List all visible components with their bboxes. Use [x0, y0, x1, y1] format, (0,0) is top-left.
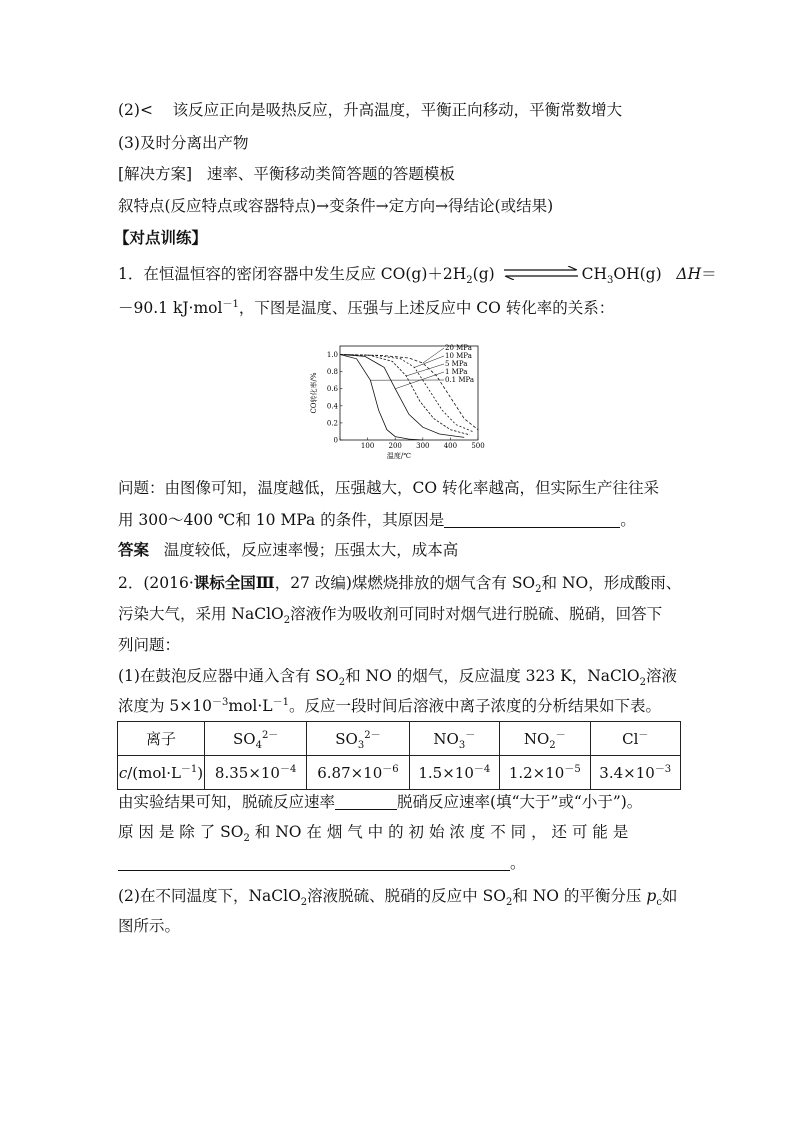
q1-ask: 。	[620, 511, 636, 529]
q2-text: 图所示。	[118, 917, 181, 935]
superscript: －3	[654, 763, 672, 775]
superscript: 2－	[261, 729, 279, 741]
table-header-cell	[205, 722, 307, 756]
series-leader	[423, 348, 444, 363]
series-label: 1 MPa	[445, 368, 468, 376]
answer-tag: 答案	[118, 540, 150, 559]
subscript: 4	[255, 739, 262, 751]
q1-text: －90.1 kJ·mol	[118, 299, 223, 317]
equilibrium-arrow-icon	[502, 266, 580, 280]
q2-source: 课标全国Ⅲ	[193, 573, 275, 592]
table-header-cell	[500, 722, 590, 756]
superscript: －4	[473, 763, 491, 775]
q2-text: (1)在鼓泡反应器中通入含有 SO	[118, 667, 339, 685]
solution-title: 速率、平衡移动类简答题的答题模板	[206, 165, 455, 183]
answer-line-3	[118, 131, 248, 155]
superscript: －1	[180, 763, 198, 775]
question-1-line-2	[118, 296, 614, 320]
table-header-cell	[409, 722, 499, 756]
question-2-line-10	[118, 914, 180, 938]
template-text: 叙特点(反应特点或容器特点)→变条件→定方向→得结论(或结果)	[118, 197, 554, 215]
question-2-line-2	[118, 602, 662, 626]
header-text: Cl	[622, 729, 639, 748]
q2-symbol: p	[646, 887, 657, 905]
q2-text: 和 NO，形成酸雨、	[541, 574, 682, 592]
header-text: 离子	[145, 730, 176, 748]
label-unit: /(mol·L	[127, 763, 181, 782]
question-2-line-9	[118, 884, 677, 908]
y-axis-label: CO转化率/%	[310, 372, 318, 414]
answer-text: 温度较低，反应速率慢；压强太大，成本高	[163, 541, 459, 559]
solution-tag: [解决方案]	[118, 165, 193, 183]
q2-text: 脱硝反应速率(填“大于”或“小于”)。	[397, 793, 643, 811]
series-leader	[395, 372, 444, 389]
q2-text: 溶液脱硫、脱硝的反应中 SO	[307, 887, 506, 905]
header-text: SO	[232, 729, 256, 748]
subscript: 2	[243, 833, 250, 845]
label-symbol: c	[118, 763, 128, 782]
q1-text: 1．在恒温恒容的密闭容器中发生反应 CO(g)＋2H	[118, 265, 467, 283]
chart-labels	[309, 344, 485, 460]
question-2-line-6	[118, 790, 642, 814]
question-2-line-7	[118, 820, 628, 844]
header-text: NO	[523, 729, 550, 748]
q1-symbol: ΔH	[676, 265, 702, 283]
question-1-line-1	[118, 262, 717, 286]
q2-text: 如	[661, 887, 678, 905]
table-row	[118, 756, 681, 790]
answer-line	[118, 538, 458, 562]
answer-blank[interactable]	[118, 854, 510, 871]
table-cell	[409, 756, 499, 790]
cell-value: 1.5×10	[418, 763, 474, 782]
superscript: －1	[222, 298, 239, 310]
series-label: 0.1 MPa	[445, 376, 475, 384]
superscript: －5	[564, 763, 581, 775]
cell-value: 8.35×10	[214, 763, 280, 782]
x-tick-label: 200	[388, 442, 402, 450]
y-tick-label: 0.2	[326, 419, 338, 428]
solution-template	[118, 194, 553, 218]
x-tick-label: 500	[471, 442, 485, 450]
q1-text: CH	[581, 265, 607, 283]
superscript: －3	[212, 696, 229, 708]
superscript: －6	[382, 763, 399, 775]
cell-value: 1.2×10	[508, 763, 565, 782]
question-2-line-1	[118, 571, 681, 595]
header-text: SO	[335, 729, 358, 748]
superscript: －	[555, 729, 566, 741]
table-cell	[205, 756, 307, 790]
table-cell	[590, 756, 681, 790]
table-header-cell	[307, 722, 409, 756]
subscript: 2	[535, 584, 542, 596]
q2-text: 浓度为 5×10	[118, 697, 212, 715]
superscript: －1	[272, 696, 289, 708]
q2-text: mol·L	[228, 697, 273, 715]
q2-text: 由实验结果可知，脱硫反应速率	[118, 793, 336, 811]
subscript: 2	[466, 275, 473, 287]
q2-text: 溶液作为吸收剂可同时对烟气进行脱硫、脱硝，回答下	[290, 605, 663, 623]
table-cell	[500, 756, 590, 790]
q2-text: 污染大气，采用 NaClO	[118, 605, 284, 623]
q2-text: 。反应一段时间后溶液中离子浓度的分析结果如下表。	[288, 697, 661, 715]
cell-value: 6.87×10	[317, 763, 383, 782]
q2-text: 溶液	[645, 667, 677, 685]
y-tick-label: 0.8	[326, 368, 338, 377]
subscript: 2	[300, 897, 308, 909]
co-conversion-chart	[306, 338, 496, 462]
series-label: 5 MPa	[445, 360, 468, 368]
q2-text: 和 NO 的平衡分压	[512, 887, 647, 905]
answer-blank[interactable]	[444, 511, 620, 528]
answer-text: (3)及时分离出产物	[118, 134, 249, 152]
question-1-ask-line-2	[118, 508, 636, 532]
series-leader	[415, 356, 444, 367]
table-header-row	[118, 722, 681, 756]
table-header-cell	[590, 722, 681, 756]
series-line	[340, 355, 423, 441]
subscript: c	[656, 897, 662, 909]
answer-number: (2)<	[118, 101, 153, 119]
subscript: 3	[607, 275, 614, 287]
x-axis-label: 温度/℃	[386, 452, 412, 460]
subscript: 2	[338, 677, 346, 689]
q1-text: ，下图是温度、压强与上述反应中 CO 转化率的关系：	[238, 299, 615, 317]
x-tick-label: 100	[360, 442, 375, 450]
q2-text: ，27 改编)煤燃烧排放的烟气含有 SO	[274, 574, 536, 592]
solution-heading	[118, 162, 455, 186]
q2-text: 。	[510, 854, 526, 872]
section-heading	[114, 226, 207, 250]
header-text: NO	[433, 729, 459, 748]
q1-ask: 问题：由图像可知，温度越低，压强越大，CO 转化率越高，但实际生产往往采	[118, 479, 659, 497]
question-2-line-5	[118, 694, 661, 718]
section-title: 【对点训练】	[114, 228, 208, 247]
q2-text: 和 NO 在 烟 气 中 的 初 始 浓 度 不 同 ， 还 可 能 是	[249, 823, 629, 841]
subscript: 2	[505, 897, 513, 909]
question-2-line-8	[118, 851, 526, 875]
q2-text: 2．(2016·	[118, 574, 194, 592]
q2-text: (2)在不同温度下，NaClO	[118, 887, 301, 905]
question-2-line-4	[118, 664, 677, 688]
label-unit: )	[197, 763, 204, 782]
q2-text: 列问题：	[118, 636, 181, 654]
q2-text: 和 NO 的烟气，反应温度 323 K，NaClO	[345, 667, 640, 685]
x-tick-label: 400	[443, 442, 458, 450]
q1-ask: 用 300～400 ℃和 10 MPa 的条件，其原因是	[118, 511, 445, 529]
series-label: 10 MPa	[445, 352, 472, 360]
answer-text: 该反应正向是吸热反应，升高温度，平衡正向移动，平衡常数增大	[172, 101, 623, 119]
answer-blank[interactable]	[335, 793, 397, 810]
subscript: 2	[549, 739, 556, 751]
subscript: 3	[458, 739, 466, 751]
q1-text: ＝	[701, 265, 717, 283]
table-row-label	[118, 756, 205, 790]
q1-text: (g)	[472, 265, 495, 283]
subscript: 2	[639, 677, 646, 689]
y-tick-label: 0.6	[326, 385, 338, 394]
answer-line-2	[118, 98, 622, 122]
superscript: －	[638, 729, 649, 741]
y-tick-label: 0.4	[326, 402, 338, 411]
x-tick-label: 300	[416, 442, 430, 450]
subscript: 3	[357, 739, 365, 751]
table-header-cell	[118, 722, 205, 756]
superscript: －	[465, 729, 476, 741]
series-label: 20 MPa	[445, 344, 472, 352]
cell-value: 3.4×10	[599, 763, 655, 782]
question-2-line-3	[118, 633, 180, 657]
superscript: 2－	[364, 729, 381, 741]
question-1-ask-line-1	[118, 476, 659, 500]
subscript: 2	[283, 615, 291, 627]
y-tick-label: 0	[333, 436, 338, 445]
superscript: －4	[279, 763, 297, 775]
table-cell	[307, 756, 409, 790]
q1-text: OH(g)	[613, 265, 662, 283]
q2-text: 原 因 是 除 了 SO	[118, 823, 244, 841]
ion-concentration-table	[117, 721, 681, 790]
y-tick-label: 1.0	[326, 351, 338, 360]
